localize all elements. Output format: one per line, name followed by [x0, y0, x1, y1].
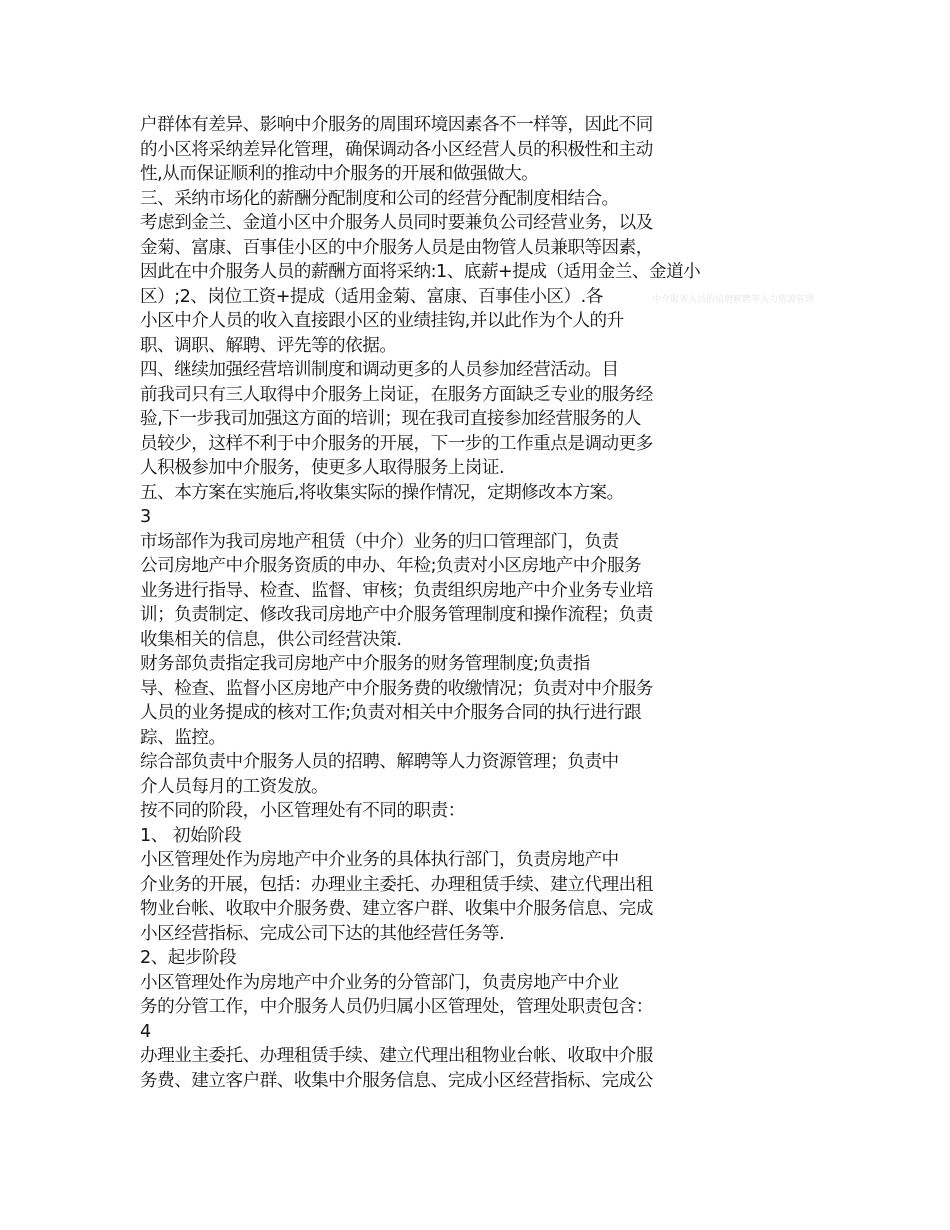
text-line: 小区中介人员的收入直接跟小区的业绩挂钩,并以此作为个人的升: [140, 311, 624, 331]
text-line: 区）;2、岗位工资+提成（适用金菊、富康、百事佳小区）.各: [140, 286, 603, 307]
text-line: 综合部负责中介服务人员的招聘、解聘等人力资源管理；负责中: [140, 752, 619, 772]
faint-watermark-text: 中介服务人员的招聘解聘等人力资源管理: [652, 295, 815, 305]
text-line: 验,下一步我司加强这方面的培训；现在我司直接参加经营服务的人: [140, 409, 641, 429]
text-line: 3: [140, 507, 151, 527]
text-line: 的小区将采纳差异化管理，确保调动各小区经营人员的积极性和主动: [140, 139, 653, 160]
text-line: 物业台帐、收取中介服务费、建立客户群、收集中介服务信息、完成: [140, 899, 653, 919]
text-line: 踪、监控。: [140, 727, 226, 748]
text-line: 金菊、富康、百事佳小区的中介服务人员是由物管人员兼职等因素，: [140, 237, 653, 258]
text-line: 前我司只有三人取得中介服务上岗证，在服务方面缺乏专业的服务经: [140, 384, 653, 405]
text-line: 三、采纳市场化的薪酬分配制度和公司的经营分配制度相结合。: [140, 188, 619, 209]
text-line: 户群体有差异、影响中介服务的周围环境因素各不一样等，因此不同: [140, 115, 653, 135]
text-line: 小区经营指标、完成公司下达的其他经营任务等.: [140, 923, 505, 944]
text-line: 小区管理处作为房地产中介业务的具体执行部门，负责房地产中: [140, 850, 619, 870]
text-line: 五、本方案在实施后,将收集实际的操作情况，定期修改本方案。: [140, 482, 624, 503]
document-body: [140, 113, 920, 1093]
text-line: 务费、建立客户群、收集中介服务信息、完成小区经营指标、完成公: [140, 1070, 653, 1091]
text-line: 市场部作为我司房地产租赁（中介）业务的归口管理部门，负责: [140, 531, 619, 552]
text-line: 业务进行指导、检查、监督、审核；负责组织房地产中介业务专业培: [140, 580, 653, 601]
text-line: 办理业主委托、办理租赁手续、建立代理出租物业台帐、收取中介服: [140, 1046, 653, 1066]
text-line: 2、起步阶段: [140, 948, 237, 968]
text-line: 公司房地产中介服务资质的申办、年检;负责对小区房地产中介服务: [140, 556, 642, 576]
text-line: 小区管理处作为房地产中介业务的分管部门，负责房地产中介业: [140, 972, 619, 993]
text-line: 1、 初始阶段: [140, 825, 242, 846]
text-line: 四、继续加强经营培训制度和调动更多的人员参加经营活动。目: [140, 360, 619, 380]
text-line: 员较少，这样不利于中介服务的开展，下一步的工作重点是调动更多: [140, 433, 653, 454]
text-line: 收集相关的信息，供公司经营决策.: [140, 629, 402, 650]
text-line: 务的分管工作，中介服务人员仍归属小区管理处，管理处职责包含：: [140, 997, 653, 1017]
text-line: 人积极参加中介服务，使更多人取得服务上岗证.: [140, 458, 505, 478]
text-line: 财务部负责指定我司房地产中介服务的财务管理制度;负责指: [140, 654, 590, 674]
text-line: 介业务的开展，包括：办理业主委托、办理租赁手续、建立代理出租: [140, 874, 653, 895]
text-line: 性,从而保证顺利的推动中介服务的开展和做强做大。: [140, 164, 539, 184]
text-line: 职、调职、解聘、评先等的依据。: [140, 335, 397, 356]
text-line: 训；负责制定、修改我司房地产中介服务管理制度和操作流程；负责: [140, 605, 653, 625]
text-line: 介人员每月的工资发放。: [140, 776, 329, 797]
text-line: 4: [140, 1021, 151, 1042]
text-line: 导、检查、监督小区房地产中介服务费的收缴情况；负责对中介服务: [140, 678, 653, 699]
text-line: 按不同的阶段，小区管理处有不同的职责：: [140, 801, 465, 821]
text-line: 考虑到金兰、金道小区中介服务人员同时要兼负公司经营业务，以及: [140, 213, 653, 233]
text-line: 人员的业务提成的核对工作;负责对相关中介服务合同的执行进行跟: [140, 703, 642, 723]
text-line: 因此在中介服务人员的薪酬方面将采纳:1、底薪+提成（适用金兰、金道小: [140, 262, 701, 282]
